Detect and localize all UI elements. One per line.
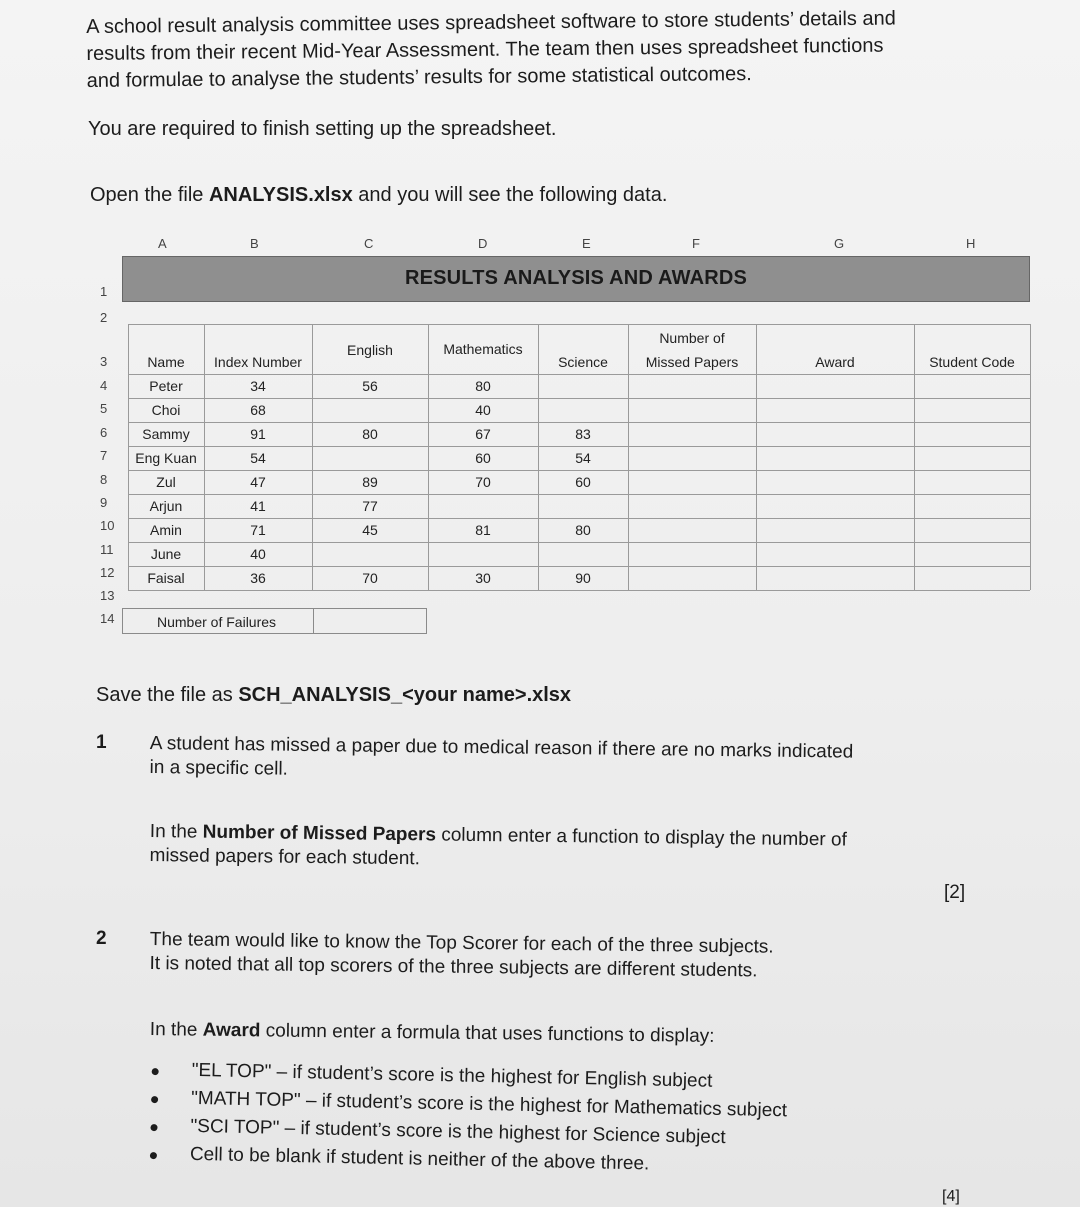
bullet-dot-icon — [151, 1096, 158, 1103]
list-item: "SCI TOP" – if student’s score is the highest for Science subject — [148, 1112, 868, 1155]
intro-line: and formulae to analyse the students’ results for some statistical outcomes. — [86, 63, 752, 92]
column-letter-a: A — [158, 236, 167, 251]
open-text-after: and you will see the following data. — [352, 184, 668, 206]
cell-english: 89 — [362, 474, 378, 490]
grid-line — [128, 398, 1030, 399]
sheet-title: RESULTS ANALYSIS AND AWARDS — [404, 267, 748, 289]
bullet-dot-icon — [150, 1152, 157, 1159]
question-1-number: 1 — [96, 732, 107, 753]
bullet-dot-icon — [152, 1068, 159, 1075]
row-number: 1 — [100, 284, 108, 299]
filename: ANALYSIS.xlsx — [208, 184, 353, 206]
cell-science: 90 — [575, 570, 591, 586]
q1-instr-bold: Number of Missed Papers — [202, 821, 437, 846]
row-number: 8 — [100, 472, 108, 487]
header-award: Award — [815, 354, 855, 370]
column-letter-g: G — [834, 236, 845, 251]
header-english: English — [347, 342, 393, 358]
column-letter-h: H — [966, 236, 976, 251]
question-2-text — [149, 928, 910, 985]
q2-instr-bold: Award — [202, 1019, 261, 1042]
column-letter-b: B — [250, 236, 259, 251]
question-2-instruction — [150, 1018, 910, 1051]
header-mathematics: Mathematics — [443, 341, 523, 357]
save-text-before: Save the file as — [96, 684, 239, 706]
cell-math: 80 — [475, 378, 491, 394]
cell-science: 83 — [575, 426, 591, 442]
cell-index: 47 — [250, 474, 266, 490]
save-filename: SCH_ANALYSIS_<your name>.xlsx — [238, 684, 572, 706]
save-instruction — [96, 682, 571, 709]
cell-math: 60 — [475, 450, 491, 466]
cell-math: 81 — [475, 522, 491, 538]
cell-index: 91 — [250, 426, 266, 442]
cell-math: 70 — [475, 474, 491, 490]
cell-name: Zul — [156, 474, 176, 490]
open-text-before: Open the file — [90, 184, 209, 206]
q1-instr-after: column enter a function to display the number of — [435, 824, 847, 851]
grid-line — [128, 590, 1030, 591]
failures-label: Number of Failures — [157, 614, 277, 630]
cell-index: 34 — [250, 378, 266, 394]
list-item: "MATH TOP" – if student’s score is the highest for Mathematics subject — [149, 1084, 869, 1127]
grid-line — [128, 566, 1030, 567]
q2-line: The team would like to know the Top Scorer for each of the three subjects. — [149, 928, 774, 958]
row-number: 3 — [100, 354, 108, 369]
cell-index: 71 — [250, 522, 266, 538]
question-1-instruction — [149, 820, 950, 878]
column-letter-d: D — [478, 236, 488, 251]
grid-line — [128, 324, 1030, 325]
cell-index: 41 — [250, 498, 266, 514]
cell-index: 40 — [250, 546, 266, 562]
header-name: Name — [147, 354, 185, 370]
q1-line: in a specific cell. — [149, 756, 289, 780]
cell-english: 70 — [362, 570, 378, 586]
award-bullet-list — [148, 1056, 870, 1183]
question-2-number: 2 — [96, 928, 107, 949]
q1-line: A student has missed a paper due to medical reason if there are no marks indicated — [149, 732, 854, 763]
cell-name: Sammy — [142, 426, 190, 442]
row-number: 13 — [100, 588, 115, 603]
cell-index: 68 — [250, 402, 266, 418]
intro-line: results from their recent Mid-Year Assessment. The team then uses spreadsheet functions — [86, 34, 884, 65]
cell-english: 56 — [362, 378, 378, 394]
intro-line: A school result analysis committee uses spreadsheet software to store students’ details and — [86, 7, 896, 38]
cell-science: 60 — [575, 474, 591, 490]
cell-english: 45 — [362, 522, 378, 538]
q2-instr-before: In the — [149, 1018, 203, 1041]
grid-line — [312, 324, 313, 590]
cell-index: 54 — [250, 450, 266, 466]
spreadsheet — [92, 230, 1037, 640]
cell-name: Choi — [151, 402, 181, 418]
grid-line — [128, 374, 1030, 375]
open-file-instruction — [90, 182, 667, 209]
grid-line — [128, 470, 1030, 471]
title-banner — [122, 256, 1030, 302]
grid-line — [128, 494, 1030, 495]
row-number: 5 — [100, 401, 108, 416]
cell-english: 80 — [362, 426, 378, 442]
grid-line — [128, 446, 1030, 447]
header-missed-line1: Number of — [659, 330, 725, 346]
cell-name: Amin — [150, 522, 182, 538]
row-number: 10 — [100, 518, 115, 533]
grid-line — [1030, 324, 1031, 590]
cell-index: 36 — [250, 570, 266, 586]
grid-line — [128, 518, 1030, 519]
q1-instr-line2: missed papers for each student. — [149, 844, 421, 870]
column-letter-e: E — [582, 236, 591, 251]
row-number: 7 — [100, 448, 108, 463]
cell-name: Eng Kuan — [135, 450, 197, 466]
row-number: 9 — [100, 495, 108, 510]
failures-row — [122, 608, 427, 634]
cell-name: Arjun — [149, 498, 183, 514]
question-1-text — [149, 732, 950, 790]
question-2-marks: [4] — [942, 1188, 960, 1205]
row-number: 14 — [100, 611, 115, 626]
cell-divider — [313, 609, 314, 633]
cell-math: 30 — [475, 570, 491, 586]
column-letter-f: F — [692, 236, 700, 251]
row-number: 12 — [100, 565, 115, 580]
cell-english: 77 — [362, 498, 378, 514]
header-index-number: Index Number — [214, 354, 302, 370]
cell-math: 40 — [475, 402, 491, 418]
row-number: 2 — [100, 310, 108, 325]
list-item: Cell to be blank if student is neither of the above three. — [148, 1140, 868, 1183]
row-number: 4 — [100, 378, 108, 393]
cell-name: June — [150, 546, 182, 562]
cell-name: Faisal — [147, 570, 185, 586]
cell-math: 67 — [475, 426, 491, 442]
question-1-marks: [2] — [944, 882, 966, 903]
column-letter-c: C — [364, 236, 374, 251]
q2-instr-after: column enter a formula that uses functions to display: — [260, 1020, 715, 1047]
header-missed-line2: Missed Papers — [645, 354, 739, 370]
row-number: 6 — [100, 425, 108, 440]
grid-line — [128, 422, 1030, 423]
bullet-dot-icon — [150, 1124, 157, 1131]
cell-science: 54 — [575, 450, 591, 466]
cell-name: Peter — [149, 378, 183, 394]
grid-line — [128, 542, 1030, 543]
cell-science: 80 — [575, 522, 591, 538]
header-student-code: Student Code — [929, 354, 1015, 370]
q1-instr-before: In the — [149, 820, 203, 843]
intro-paragraph — [86, 5, 987, 95]
header-science: Science — [558, 354, 608, 370]
list-item: "EL TOP" – if student’s score is the highest for English subject — [149, 1056, 869, 1099]
requirement-text: You are required to finish setting up the spreadsheet. — [88, 118, 557, 140]
row-number: 11 — [100, 542, 114, 557]
q2-line: It is noted that all top scorers of the three subjects are different students. — [149, 952, 758, 982]
